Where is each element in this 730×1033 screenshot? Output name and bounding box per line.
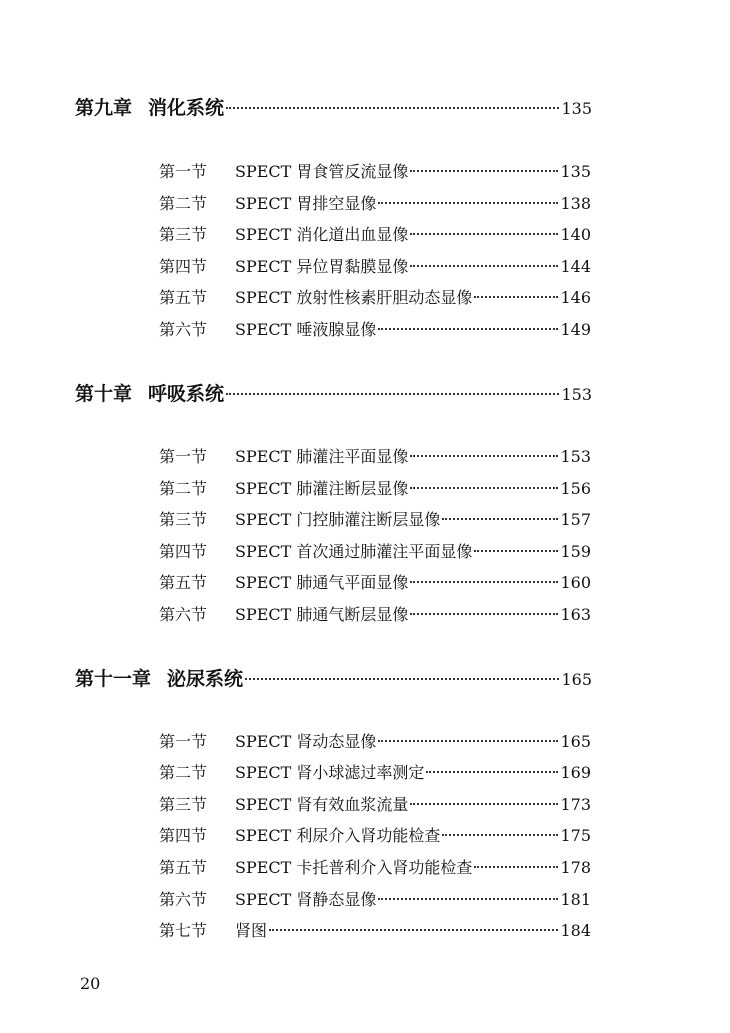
page-number: 163 — [560, 605, 591, 624]
section-number: 第六节 — [159, 605, 208, 624]
dot-leader — [410, 265, 558, 267]
section-title: SPECT 利尿介入肾功能检查 — [235, 826, 441, 845]
section-title: SPECT 首次通过肺灌注平面显像 — [235, 542, 473, 561]
page-number: 173 — [560, 795, 591, 814]
dot-leader — [269, 929, 558, 931]
section-number: 第四节 — [159, 542, 208, 561]
page-number: 135 — [561, 99, 592, 118]
chapter-title: 泌尿系统 — [167, 668, 244, 690]
toc-entry[interactable] — [159, 257, 591, 277]
page-number: 153 — [560, 447, 591, 466]
toc-entry[interactable] — [159, 573, 591, 593]
section-title: SPECT 肾有效血浆流量 — [235, 795, 409, 814]
section-title: SPECT 异位胃黏膜显像 — [235, 257, 409, 276]
section-number: 第三节 — [159, 510, 208, 529]
page-number: 184 — [560, 921, 591, 940]
dot-leader — [378, 202, 558, 204]
section-number: 第五节 — [159, 858, 208, 877]
chapter-number: 第九章 — [75, 97, 133, 119]
chapter-heading[interactable] — [75, 667, 592, 692]
page-number: 165 — [560, 732, 591, 751]
page-number: 153 — [561, 385, 592, 404]
page-number: 159 — [560, 542, 591, 561]
section-title: SPECT 胃食管反流显像 — [235, 162, 409, 181]
section-number: 第六节 — [159, 890, 208, 909]
section-number: 第三节 — [159, 795, 208, 814]
dot-leader — [426, 771, 558, 773]
section-number: 第二节 — [159, 763, 208, 782]
toc-entry[interactable] — [159, 795, 591, 815]
chapter-title: 消化系统 — [148, 97, 225, 119]
dot-leader — [474, 866, 558, 868]
page-number: 160 — [560, 573, 591, 592]
section-number: 第六节 — [159, 320, 208, 339]
page-number: 140 — [560, 225, 591, 244]
dot-leader — [442, 834, 558, 836]
toc-entry[interactable] — [159, 225, 591, 245]
section-title: SPECT 唾液腺显像 — [235, 320, 377, 339]
toc-entry[interactable] — [159, 858, 591, 878]
page-number: 146 — [560, 288, 591, 307]
toc-entry[interactable] — [159, 732, 591, 752]
section-title: SPECT 肺通气断层显像 — [235, 605, 409, 624]
section-title: SPECT 门控肺灌注断层显像 — [235, 510, 441, 529]
page-number: 149 — [560, 320, 591, 339]
section-title: SPECT 肺灌注平面显像 — [235, 447, 409, 466]
section-title: SPECT 肺通气平面显像 — [235, 573, 409, 592]
dot-leader — [410, 455, 558, 457]
toc-entry[interactable] — [159, 320, 591, 340]
page-number: 178 — [560, 858, 591, 877]
section-number: 第五节 — [159, 573, 208, 592]
section-title: SPECT 肾动态显像 — [235, 732, 377, 751]
dot-leader — [410, 487, 558, 489]
chapter-heading[interactable] — [75, 96, 592, 121]
section-title: SPECT 卡托普利介入肾功能检查 — [235, 858, 473, 877]
page-number: 156 — [560, 479, 591, 498]
section-title: SPECT 胃排空显像 — [235, 194, 377, 213]
dot-leader — [410, 581, 558, 583]
page-number: 165 — [561, 670, 592, 689]
section-number: 第七节 — [159, 921, 208, 940]
toc-entry[interactable] — [159, 288, 591, 308]
dot-leader — [410, 233, 558, 235]
dot-leader — [474, 296, 558, 298]
toc-entry[interactable] — [159, 447, 591, 467]
dot-leader — [378, 898, 558, 900]
section-number: 第二节 — [159, 479, 208, 498]
toc-entry[interactable] — [159, 194, 591, 214]
section-number: 第一节 — [159, 732, 208, 751]
section-number: 第五节 — [159, 288, 208, 307]
section-title: SPECT 肾小球滤过率测定 — [235, 763, 425, 782]
dot-leader — [378, 328, 558, 330]
page-number: 135 — [560, 162, 591, 181]
dot-leader — [245, 678, 559, 680]
page-number: 138 — [560, 194, 591, 213]
page-number: 175 — [560, 826, 591, 845]
toc-entry[interactable] — [159, 763, 591, 783]
section-title: SPECT 肺灌注断层显像 — [235, 479, 409, 498]
page-number: 157 — [560, 510, 591, 529]
chapter-number: 第十一章 — [75, 668, 152, 690]
toc-entry[interactable] — [159, 542, 591, 562]
dot-leader — [410, 803, 558, 805]
toc-entry[interactable] — [159, 826, 591, 846]
section-number: 第一节 — [159, 162, 208, 181]
toc-entry[interactable] — [159, 890, 591, 910]
folio-page-number: 20 — [80, 974, 101, 993]
section-number: 第四节 — [159, 826, 208, 845]
section-title: SPECT 放射性核素肝胆动态显像 — [235, 288, 473, 307]
dot-leader — [474, 550, 558, 552]
toc-entry[interactable] — [159, 479, 591, 499]
toc-entry[interactable] — [159, 162, 591, 182]
chapter-title: 呼吸系统 — [148, 383, 225, 405]
section-number: 第二节 — [159, 194, 208, 213]
section-number: 第三节 — [159, 225, 208, 244]
section-title: SPECT 消化道出血显像 — [235, 225, 409, 244]
toc-entry[interactable] — [159, 921, 591, 941]
section-title: SPECT 肾静态显像 — [235, 890, 377, 909]
toc-entry[interactable] — [159, 510, 591, 530]
dot-leader — [226, 393, 559, 395]
page-number: 144 — [560, 257, 591, 276]
page-number: 169 — [560, 763, 591, 782]
dot-leader — [442, 518, 558, 520]
chapter-heading[interactable] — [75, 382, 592, 407]
toc-entry[interactable] — [159, 605, 591, 625]
page-number: 181 — [560, 890, 591, 909]
dot-leader — [378, 740, 558, 742]
dot-leader — [410, 170, 558, 172]
section-number: 第一节 — [159, 447, 208, 466]
section-title: 肾图 — [235, 921, 268, 940]
dot-leader — [226, 107, 559, 109]
chapter-number: 第十章 — [75, 383, 133, 405]
section-number: 第四节 — [159, 257, 208, 276]
dot-leader — [410, 613, 558, 615]
